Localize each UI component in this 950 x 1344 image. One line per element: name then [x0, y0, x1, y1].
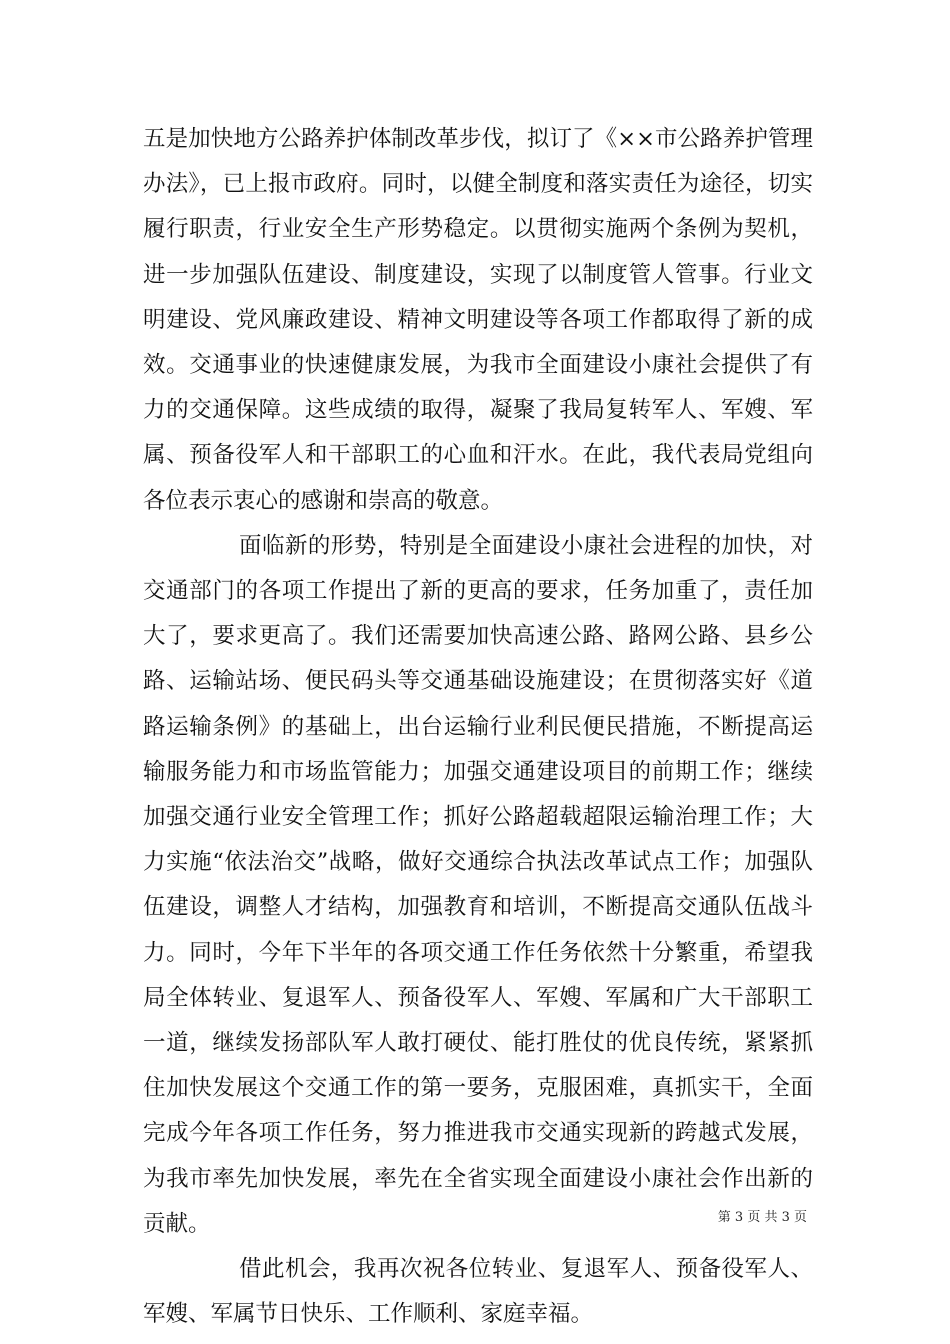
document-body: [143, 117, 813, 1337]
body-paragraph-1: 五是加快地方公路养护体制改革步伐，拟订了《××市公路养护管理办法》，已上报市政府。同时，以健全制度和落实责任为途径，切实履行职责，行业安全生产形势稳定。以贯彻实施两个条例为契机，进一步加强队伍建设、制度建设，实现了以制度管人管事。行业文明建设、党风廉政建设、精神文明建设等各项工作都取得了新的成效。交通事业的快速健康发展，为我市全面建设小康社会提供了有力的交通保障。这些成绩的取得，凝聚了我局复转军人、军嫂、军属、预备役军人和干部职工的心血和汗水。在此，我代表局党组向各位表示衷心的感谢和崇高的敬意。: [143, 126, 813, 514]
body-paragraph-3: 借此机会，我再次祝各位转业、复退军人、预备役军人、军嫂、军属节日快乐、工作顺利、家庭幸福。: [143, 1256, 813, 1328]
page-number-footer: 第 3 页 共 3 页: [717, 1210, 807, 1225]
body-paragraph-2: 面临新的形势，特别是全面建设小康社会进程的加快，对交通部门的各项工作提出了新的更高的要求，任务加重了，责任加大了，要求更高了。我们还需要加快高速公路、路网公路、县乡公路、运输站场、便民码头等交通基础设施建设；在贯彻落实好《道路运输条例》的基础上，出台运输行业利民便民措施，不断提高运输服务能力和市场监管能力；加强交通建设项目的前期工作；继续加强交通行业安全管理工作；抓好公路超载超限运输治理工作；大力实施“依法治交”战略，做好交通综合执法改革试点工作；加强队伍建设，调整人才结构，加强教育和培训，不断提高交通队伍战斗力。同时，今年下半年的各项交通工作任务依然十分繁重，希望我局全体转业、复退军人、预备役军人、军嫂、军属和广大干部职工一道，继续发扬部队军人敢打硬仗、能打胜仗的优良传统，紧紧抓住加快发展这个交通工作的第一要务，克服困难，真抓实干，全面完成今年各项工作任务，努力推进我市交通实现新的跨越式发展，为我市率先加快发展，率先在全省实现全面建设小康社会作出新的贡献。: [143, 532, 813, 1237]
